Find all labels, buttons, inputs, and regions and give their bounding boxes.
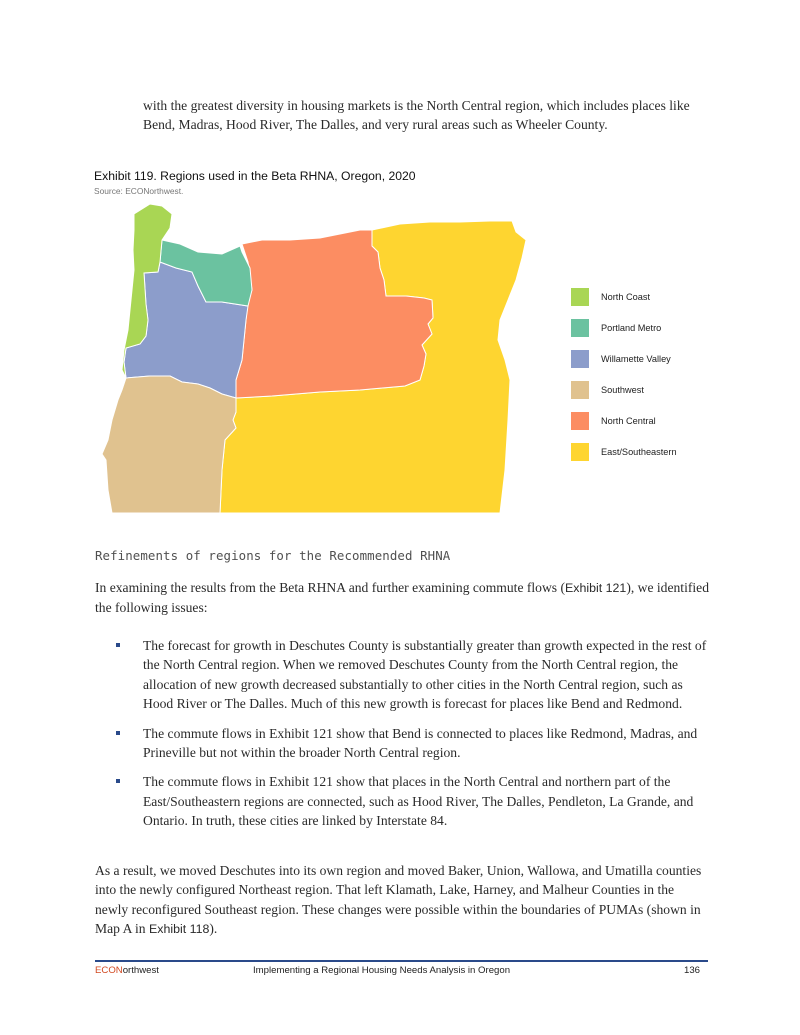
section-heading: Refinements of regions for the Recommended RHNA <box>95 548 451 563</box>
para-text: As a result, we moved Deschutes into its own region and moved Baker, Union, Wallowa, and Umatilla counties into the newly configured Northeast region. That left Klamath, Lake, Harney, and Malheur Counties in the newly reconfigured Southeast region. These changes were possible within the boundaries of PUMAs (shown in Map A in <box>95 863 702 937</box>
legend-item-southwest <box>571 381 731 399</box>
footer-divider <box>95 960 708 962</box>
list-item-text: The commute flows in Exhibit 121 show that Bend is connected to places like Redmond, Madras, and Prineville but not within the broader North Central region. <box>143 725 698 761</box>
footer-brand-accent: ECON <box>95 965 123 976</box>
intro-text: with the greatest diversity in housing markets is the North Central region, which includes places like Bend, Madras, Hood River, The Dalles, and very rural areas such as Wheeler County. <box>143 98 690 133</box>
legend-swatch <box>571 350 589 368</box>
legend-label: North Coast <box>601 292 651 302</box>
issues-list <box>113 636 713 841</box>
list-item-text: The commute flows in Exhibit 121 show that places in the North Central and northern part of the East/Southeastern regions are connected, such as Hood River, The Dalles, Pendleton, La Grande, and Ontario. In truth, these cities are linked by Interstate 84. <box>143 774 694 829</box>
region-southwest <box>102 376 236 513</box>
legend-label: Portland Metro <box>601 323 662 333</box>
legend-swatch <box>571 381 589 399</box>
para-text: ), we identified the following issues: <box>95 580 709 616</box>
page-number: 136 <box>684 965 701 976</box>
list-item <box>113 724 713 763</box>
legend-item-willamette-valley <box>571 350 731 368</box>
oregon-regions-map <box>95 198 535 518</box>
exhibit-title: Exhibit 119. Regions used in the Beta RHNA, Oregon, 2020 <box>94 169 416 183</box>
legend-label: Willamette Valley <box>601 354 671 364</box>
bullet-marker-icon <box>116 731 120 735</box>
legend-swatch <box>571 288 589 306</box>
legend-label: Southwest <box>601 385 644 395</box>
footer-title: Implementing a Regional Housing Needs Analysis in Oregon <box>253 965 511 976</box>
legend-item-portland-metro <box>571 319 731 337</box>
legend-item-north-coast <box>571 288 731 306</box>
legend-swatch <box>571 443 589 461</box>
paragraph-conclusion <box>95 861 710 940</box>
intro-paragraph <box>143 96 708 135</box>
list-item-text: The forecast for growth in Deschutes County is substantially greater than growth expected in the rest of the North Central region. When we removed Deschutes County from the North Central region, the allocation of new growth decreased substantially to other cities in the North Central region, such as Hood River or The Dalles. Much of this new growth is forecast for places like Bend and Redmond. <box>143 638 707 712</box>
exhibit-reference-link[interactable]: Exhibit 118 <box>149 922 210 937</box>
paragraph-issues-intro <box>95 578 710 618</box>
bullet-marker-icon <box>116 643 120 647</box>
exhibit-source: Source: ECONorthwest. <box>94 186 184 196</box>
legend-item-north-central <box>571 412 731 430</box>
legend-swatch <box>571 319 589 337</box>
legend-label: East/Southeastern <box>601 447 677 457</box>
para-text: ). <box>209 921 218 937</box>
footer-brand <box>95 965 159 976</box>
legend-item-east-southeastern <box>571 443 731 461</box>
footer-brand-rest: orthwest <box>122 965 159 976</box>
bullet-marker-icon <box>116 779 120 783</box>
list-item <box>113 772 713 830</box>
exhibit-reference-link[interactable]: Exhibit 121 <box>565 581 627 595</box>
legend-label: North Central <box>601 416 656 426</box>
para-text: In examining the results from the Beta RHNA and further examining commute flows ( <box>95 580 566 595</box>
legend-swatch <box>571 412 589 430</box>
list-item <box>113 636 713 714</box>
